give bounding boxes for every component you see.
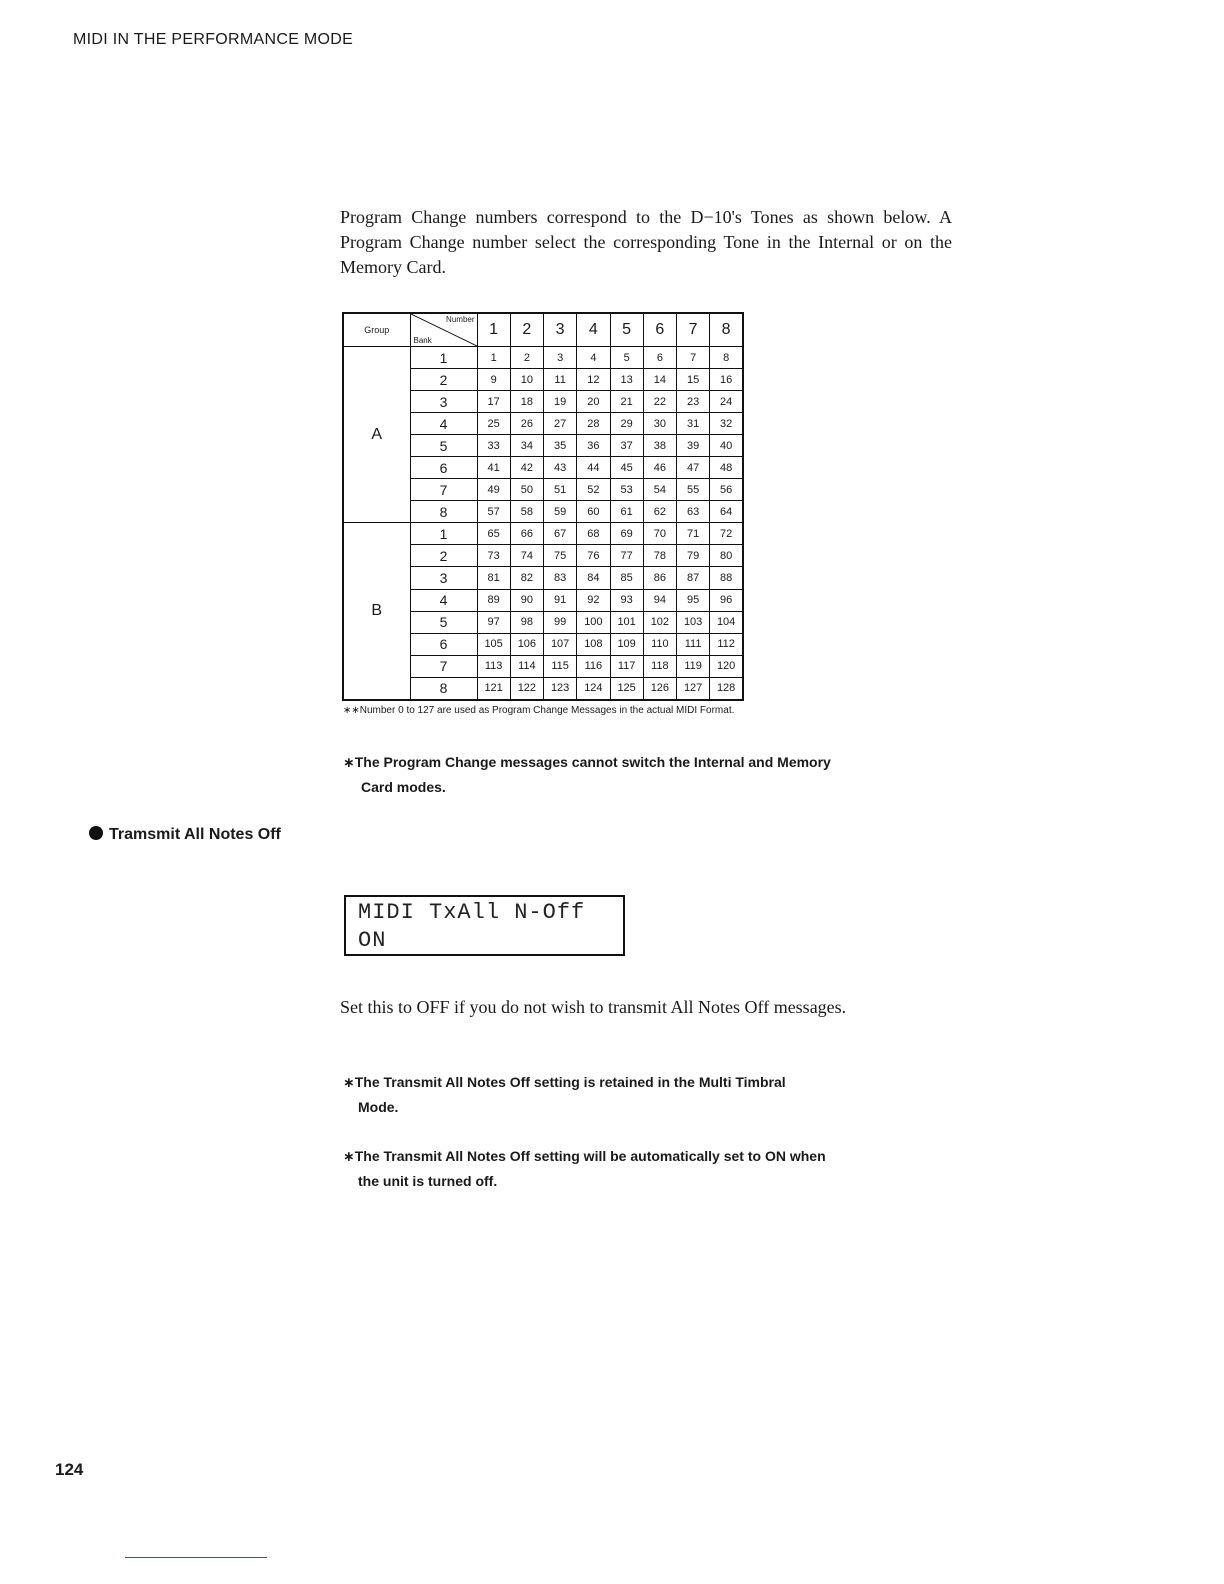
program-number-cell: 43 (544, 457, 577, 479)
body-paragraph: Set this to OFF if you do not wish to transmit All Notes Off messages. (340, 997, 847, 1017)
program-number-cell: 83 (544, 567, 577, 589)
bank-cell: 7 (410, 479, 477, 501)
program-number-cell: 92 (577, 589, 610, 611)
program-number-cell: 95 (677, 589, 710, 611)
program-number-cell: 73 (477, 545, 510, 567)
lcd-line-2: ON (358, 928, 387, 953)
program-number-cell: 53 (610, 479, 643, 501)
program-number-cell: 81 (477, 567, 510, 589)
program-number-cell: 23 (677, 391, 710, 413)
program-number-cell: 123 (544, 677, 577, 700)
note-line: ∗The Transmit All Notes Off setting will be automatically set to ON when (343, 1148, 826, 1164)
program-number-cell: 21 (610, 391, 643, 413)
program-number-cell: 60 (577, 501, 610, 523)
program-number-cell: 71 (677, 523, 710, 545)
note-line: the unit is turned off. (358, 1173, 498, 1189)
program-number-cell: 122 (510, 677, 543, 700)
column-header: 8 (710, 313, 743, 347)
program-number-cell: 59 (544, 501, 577, 523)
program-number-cell: 117 (610, 655, 643, 677)
bank-cell: 2 (410, 369, 477, 391)
program-number-cell: 40 (710, 435, 743, 457)
program-number-cell: 28 (577, 413, 610, 435)
bottom-rule (125, 1557, 267, 1558)
bank-cell: 6 (410, 633, 477, 655)
program-number-cell: 120 (710, 655, 743, 677)
program-number-cell: 39 (677, 435, 710, 457)
column-header: 7 (677, 313, 710, 347)
program-number-cell: 128 (710, 677, 743, 700)
program-number-cell: 110 (643, 633, 676, 655)
program-number-cell: 26 (510, 413, 543, 435)
program-number-cell: 42 (510, 457, 543, 479)
section-heading (89, 826, 281, 844)
program-number-cell: 115 (544, 655, 577, 677)
program-number-cell: 111 (677, 633, 710, 655)
program-number-cell: 49 (477, 479, 510, 501)
program-number-cell: 10 (510, 369, 543, 391)
table-body (343, 347, 743, 701)
program-number-cell: 93 (610, 589, 643, 611)
program-number-cell: 116 (577, 655, 610, 677)
program-number-cell: 87 (677, 567, 710, 589)
program-number-cell: 107 (544, 633, 577, 655)
program-number-cell: 52 (577, 479, 610, 501)
program-number-cell: 55 (677, 479, 710, 501)
bullet-icon (89, 826, 103, 840)
program-number-cell: 17 (477, 391, 510, 413)
program-number-cell: 126 (643, 677, 676, 700)
page-number: 124 (55, 1460, 84, 1479)
program-number-cell: 11 (544, 369, 577, 391)
program-number-cell: 8 (710, 347, 743, 369)
program-number-cell: 32 (710, 413, 743, 435)
program-number-cell: 124 (577, 677, 610, 700)
running-header: MIDI IN THE PERFORMANCE MODE (73, 31, 354, 48)
bank-number-header (410, 313, 477, 347)
program-number-cell: 80 (710, 545, 743, 567)
program-number-cell: 114 (510, 655, 543, 677)
table-row (343, 523, 743, 545)
program-number-cell: 113 (477, 655, 510, 677)
bank-cell: 4 (410, 413, 477, 435)
program-number-cell: 41 (477, 457, 510, 479)
section-heading-text: Tramsmit All Notes Off (109, 826, 281, 843)
program-number-cell: 69 (610, 523, 643, 545)
program-number-cell: 48 (710, 457, 743, 479)
program-number-cell: 16 (710, 369, 743, 391)
program-number-cell: 27 (544, 413, 577, 435)
bank-cell: 5 (410, 435, 477, 457)
number-label: Number (446, 315, 475, 324)
column-header: 5 (610, 313, 643, 347)
program-number-cell: 104 (710, 611, 743, 633)
bank-cell: 1 (410, 523, 477, 545)
program-number-cell: 4 (577, 347, 610, 369)
program-number-cell: 88 (710, 567, 743, 589)
bank-cell: 3 (410, 391, 477, 413)
bank-cell: 5 (410, 611, 477, 633)
program-number-cell: 50 (510, 479, 543, 501)
program-number-cell: 101 (610, 611, 643, 633)
program-number-cell: 68 (577, 523, 610, 545)
program-number-cell: 20 (577, 391, 610, 413)
program-number-cell: 63 (677, 501, 710, 523)
program-number-cell: 38 (643, 435, 676, 457)
program-number-cell: 22 (643, 391, 676, 413)
program-number-cell: 127 (677, 677, 710, 700)
table-footnote: ∗∗Number 0 to 127 are used as Program Change Messages in the actual MIDI Format. (343, 705, 735, 716)
program-number-cell: 119 (677, 655, 710, 677)
program-number-cell: 61 (610, 501, 643, 523)
program-number-cell: 109 (610, 633, 643, 655)
program-number-cell: 99 (544, 611, 577, 633)
program-number-cell: 57 (477, 501, 510, 523)
program-number-cell: 70 (643, 523, 676, 545)
program-number-cell: 76 (577, 545, 610, 567)
program-number-cell: 108 (577, 633, 610, 655)
program-number-cell: 67 (544, 523, 577, 545)
program-number-cell: 62 (643, 501, 676, 523)
program-number-cell: 19 (544, 391, 577, 413)
note-line: ∗The Transmit All Notes Off setting is retained in the Multi Timbral (343, 1074, 786, 1090)
table-row (343, 347, 743, 369)
bank-cell: 6 (410, 457, 477, 479)
program-number-cell: 5 (610, 347, 643, 369)
program-number-cell: 44 (577, 457, 610, 479)
program-number-cell: 65 (477, 523, 510, 545)
program-number-cell: 78 (643, 545, 676, 567)
column-header: 6 (643, 313, 676, 347)
program-number-cell: 84 (577, 567, 610, 589)
program-number-cell: 102 (643, 611, 676, 633)
intro-paragraph: Program Change numbers correspond to the D−10's Tones as shown below. A Program Change number select the corresponding Tone in the Internal or on the Memory Card. (340, 207, 952, 277)
program-number-cell: 47 (677, 457, 710, 479)
program-number-cell: 58 (510, 501, 543, 523)
program-number-cell: 112 (710, 633, 743, 655)
program-number-cell: 9 (477, 369, 510, 391)
note-auto-on (343, 1144, 957, 1194)
program-number-cell: 54 (643, 479, 676, 501)
program-number-cell: 89 (477, 589, 510, 611)
program-number-cell: 103 (677, 611, 710, 633)
program-number-cell: 13 (610, 369, 643, 391)
program-number-cell: 106 (510, 633, 543, 655)
program-number-cell: 1 (477, 347, 510, 369)
program-number-cell: 77 (610, 545, 643, 567)
program-number-cell: 98 (510, 611, 543, 633)
program-number-cell: 25 (477, 413, 510, 435)
note-program-change (343, 750, 955, 800)
program-number-cell: 91 (544, 589, 577, 611)
program-number-cell: 29 (610, 413, 643, 435)
note-line: Mode. (358, 1099, 399, 1115)
program-number-cell: 96 (710, 589, 743, 611)
note-line: ∗The Program Change messages cannot switch the Internal and Memory (343, 754, 831, 770)
group-cell: A (343, 347, 410, 523)
program-number-cell: 6 (643, 347, 676, 369)
program-number-cell: 82 (510, 567, 543, 589)
program-number-cell: 51 (544, 479, 577, 501)
program-number-cell: 105 (477, 633, 510, 655)
bank-cell: 8 (410, 677, 477, 700)
program-number-cell: 36 (577, 435, 610, 457)
program-number-cell: 75 (544, 545, 577, 567)
bank-cell: 1 (410, 347, 477, 369)
program-number-cell: 7 (677, 347, 710, 369)
bank-cell: 3 (410, 567, 477, 589)
program-number-cell: 15 (677, 369, 710, 391)
program-number-cell: 97 (477, 611, 510, 633)
note-line: Card modes. (361, 779, 446, 795)
group-header: Group (343, 313, 410, 347)
program-number-cell: 18 (510, 391, 543, 413)
bank-cell: 4 (410, 589, 477, 611)
program-number-cell: 64 (710, 501, 743, 523)
program-number-cell: 90 (510, 589, 543, 611)
program-number-cell: 33 (477, 435, 510, 457)
table-header-row (343, 313, 743, 347)
program-number-cell: 3 (544, 347, 577, 369)
program-number-cell: 86 (643, 567, 676, 589)
lcd-display (344, 895, 625, 956)
column-header: 1 (477, 313, 510, 347)
program-number-cell: 37 (610, 435, 643, 457)
column-header: 3 (544, 313, 577, 347)
program-number-cell: 34 (510, 435, 543, 457)
program-number-cell: 79 (677, 545, 710, 567)
program-number-cell: 45 (610, 457, 643, 479)
bank-cell: 8 (410, 501, 477, 523)
group-cell: B (343, 523, 410, 700)
program-number-cell: 100 (577, 611, 610, 633)
bank-label: Bank (413, 336, 432, 345)
program-number-cell: 30 (643, 413, 676, 435)
note-multi-timbral (343, 1070, 955, 1120)
program-number-cell: 66 (510, 523, 543, 545)
program-number-cell: 2 (510, 347, 543, 369)
program-number-cell: 12 (577, 369, 610, 391)
column-header: 4 (577, 313, 610, 347)
program-number-cell: 24 (710, 391, 743, 413)
program-number-cell: 121 (477, 677, 510, 700)
program-number-cell: 118 (643, 655, 676, 677)
bank-cell: 7 (410, 655, 477, 677)
program-number-cell: 72 (710, 523, 743, 545)
program-number-cell: 31 (677, 413, 710, 435)
column-header: 2 (510, 313, 543, 347)
program-number-cell: 94 (643, 589, 676, 611)
program-number-cell: 85 (610, 567, 643, 589)
program-number-cell: 35 (544, 435, 577, 457)
program-number-cell: 46 (643, 457, 676, 479)
program-number-cell: 56 (710, 479, 743, 501)
program-number-cell: 125 (610, 677, 643, 700)
program-number-cell: 74 (510, 545, 543, 567)
program-change-table (342, 312, 744, 701)
bank-cell: 2 (410, 545, 477, 567)
lcd-line-1: MIDI TxAll N-Off (358, 900, 586, 925)
program-number-cell: 14 (643, 369, 676, 391)
